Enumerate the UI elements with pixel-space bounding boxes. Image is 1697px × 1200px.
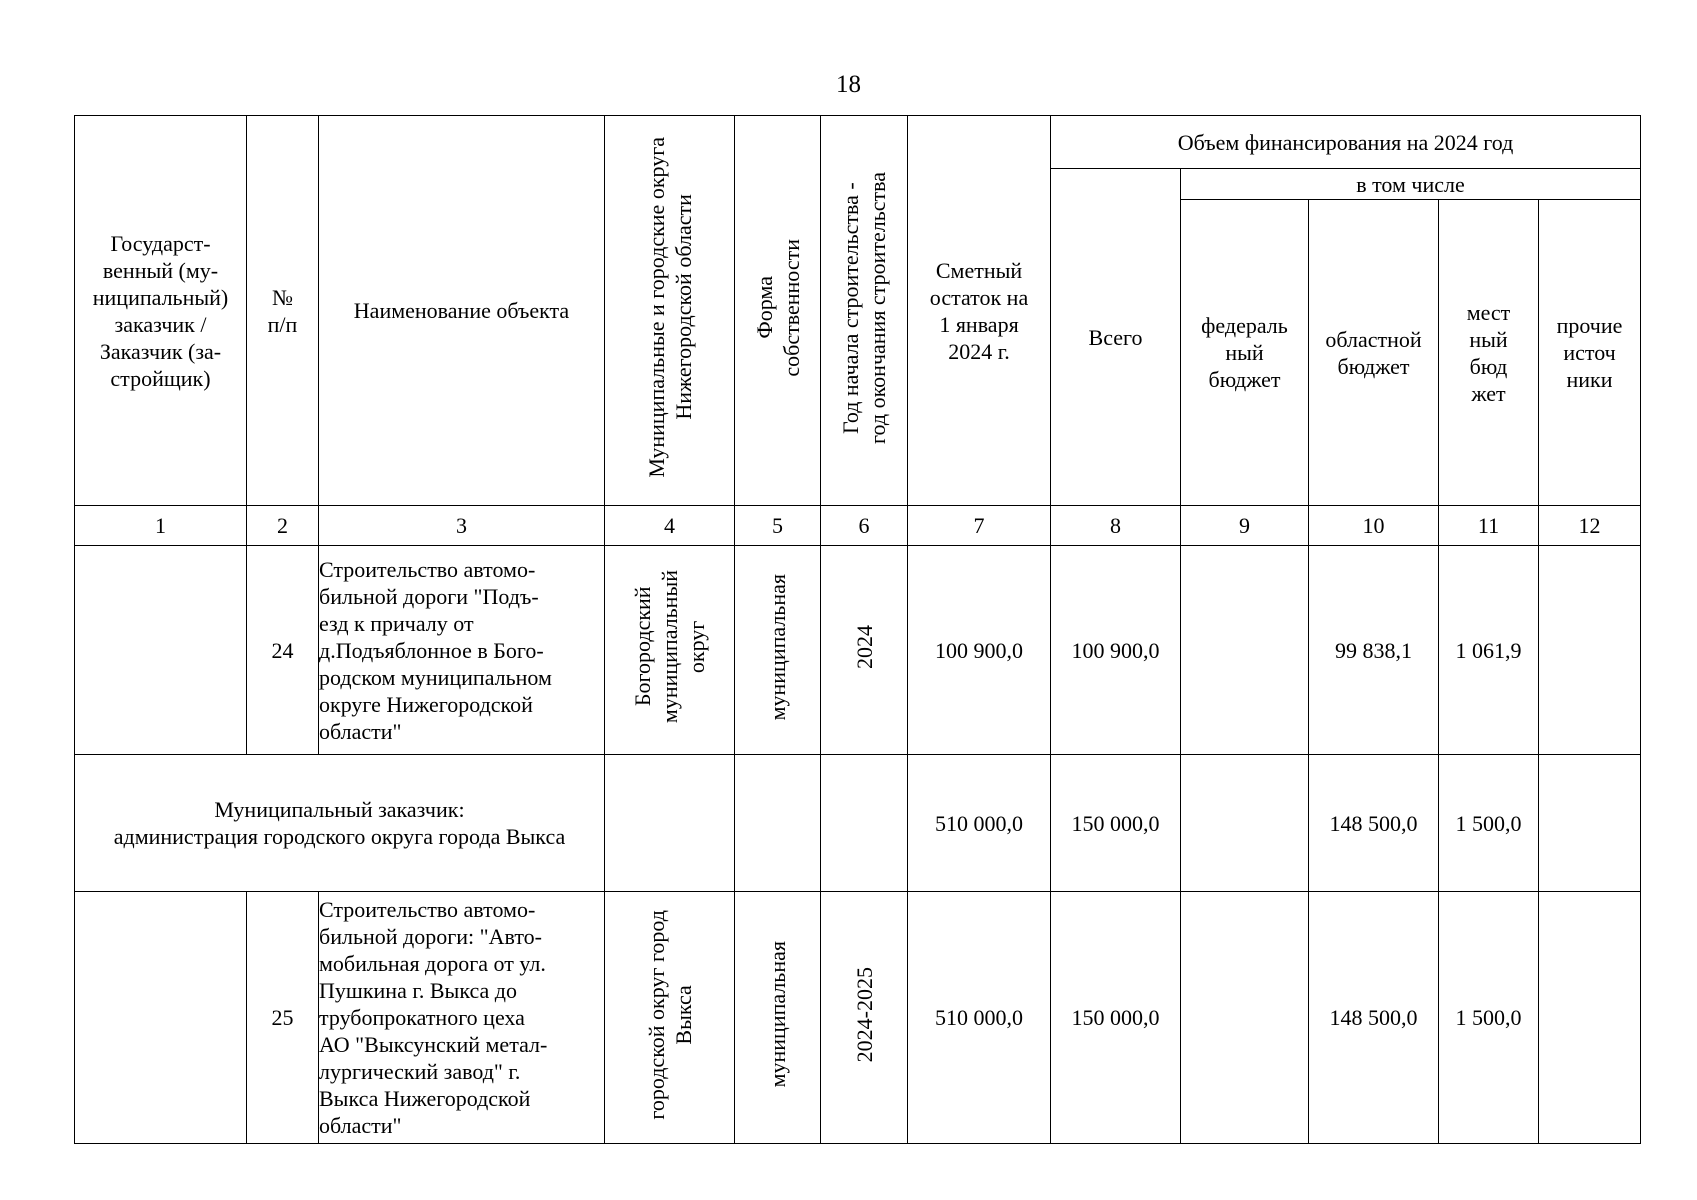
ownership-cell: муниципальная xyxy=(735,546,821,755)
municipal-customer: Муниципальный заказчик: администрация городского округа города Выкса xyxy=(75,755,605,892)
total-cell: 100 900,0 xyxy=(1051,546,1181,755)
district-cell: Богородский муниципальный округ xyxy=(605,546,735,755)
column-number: 3 xyxy=(319,506,605,546)
estimate-cell: 510 000,0 xyxy=(908,755,1051,892)
years-cell: 2024 xyxy=(821,546,908,755)
object-name: Строительство автомо- бильной дороги "Подъ- езд к причалу от д.Подъяблонное в Бого- родском муниципальном округе Нижегородской области" xyxy=(319,546,605,755)
column-number: 6 xyxy=(821,506,908,546)
federal-cell xyxy=(1181,546,1309,755)
ownership-cell: муниципальная xyxy=(735,892,821,1144)
federal-cell xyxy=(1181,755,1309,892)
header-estimate: Сметный остаток на 1 января 2024 г. xyxy=(908,116,1051,506)
regional-cell: 148 500,0 xyxy=(1309,892,1439,1144)
table-row-object-25 xyxy=(75,892,1641,1144)
regional-cell: 99 838,1 xyxy=(1309,546,1439,755)
header-other: прочие источ ники xyxy=(1539,200,1641,506)
table-row-customer xyxy=(75,755,1641,892)
column-number: 1 xyxy=(75,506,247,546)
estimate-cell: 510 000,0 xyxy=(908,892,1051,1144)
column-number: 12 xyxy=(1539,506,1641,546)
years-cell xyxy=(821,755,908,892)
header-local: мест ный бюд жет xyxy=(1439,200,1539,506)
other-cell xyxy=(1539,546,1641,755)
object-name: Строительство автомо- бильной дороги: "Авто- мобильная дорога от ул. Пушкина г. Выкса до трубопрокатного цеха АО "Выксунский метал- лургический завод" г. Выкса Нижегородской области" xyxy=(319,892,605,1144)
years-cell: 2024-2025 xyxy=(821,892,908,1144)
header-ownership: Форма собственности xyxy=(735,116,821,506)
local-cell: 1 500,0 xyxy=(1439,892,1539,1144)
header-district: Муниципальные и городские округа Нижегородской области xyxy=(605,116,735,506)
header-federal: федераль ный бюджет xyxy=(1181,200,1309,506)
regional-cell: 148 500,0 xyxy=(1309,755,1439,892)
header-total: Всего xyxy=(1051,169,1181,506)
column-number: 9 xyxy=(1181,506,1309,546)
row-number: 24 xyxy=(247,546,319,755)
header-number: № п/п xyxy=(247,116,319,506)
header-financing: Объем финансирования на 2024 год xyxy=(1051,116,1641,169)
financing-table xyxy=(74,115,1641,1144)
total-cell: 150 000,0 xyxy=(1051,755,1181,892)
column-numbers-row xyxy=(75,506,1641,546)
other-cell xyxy=(1539,892,1641,1144)
federal-cell xyxy=(1181,892,1309,1144)
local-cell: 1 500,0 xyxy=(1439,755,1539,892)
district-cell: городской округ город Выкса xyxy=(605,892,735,1144)
row-number: 25 xyxy=(247,892,319,1144)
customer-cell xyxy=(75,546,247,755)
header-object-name: Наименование объекта xyxy=(319,116,605,506)
header-row-1 xyxy=(75,116,1641,169)
column-number: 8 xyxy=(1051,506,1181,546)
header-regional: областной бюджет xyxy=(1309,200,1439,506)
column-number: 11 xyxy=(1439,506,1539,546)
column-number: 7 xyxy=(908,506,1051,546)
column-number: 10 xyxy=(1309,506,1439,546)
ownership-cell xyxy=(735,755,821,892)
local-cell: 1 061,9 xyxy=(1439,546,1539,755)
header-customer: Государст- венный (му- ниципальный) заказчик / Заказчик (за- стройщик) xyxy=(75,116,247,506)
page-number: 18 xyxy=(836,71,861,98)
header-years: Год начала строительства - год окончания строительства xyxy=(821,116,908,506)
estimate-cell: 100 900,0 xyxy=(908,546,1051,755)
table-row-object-24 xyxy=(75,546,1641,755)
column-number: 2 xyxy=(247,506,319,546)
customer-cell xyxy=(75,892,247,1144)
district-cell xyxy=(605,755,735,892)
column-number: 4 xyxy=(605,506,735,546)
other-cell xyxy=(1539,755,1641,892)
total-cell: 150 000,0 xyxy=(1051,892,1181,1144)
header-including: в том числе xyxy=(1181,169,1641,200)
column-number: 5 xyxy=(735,506,821,546)
